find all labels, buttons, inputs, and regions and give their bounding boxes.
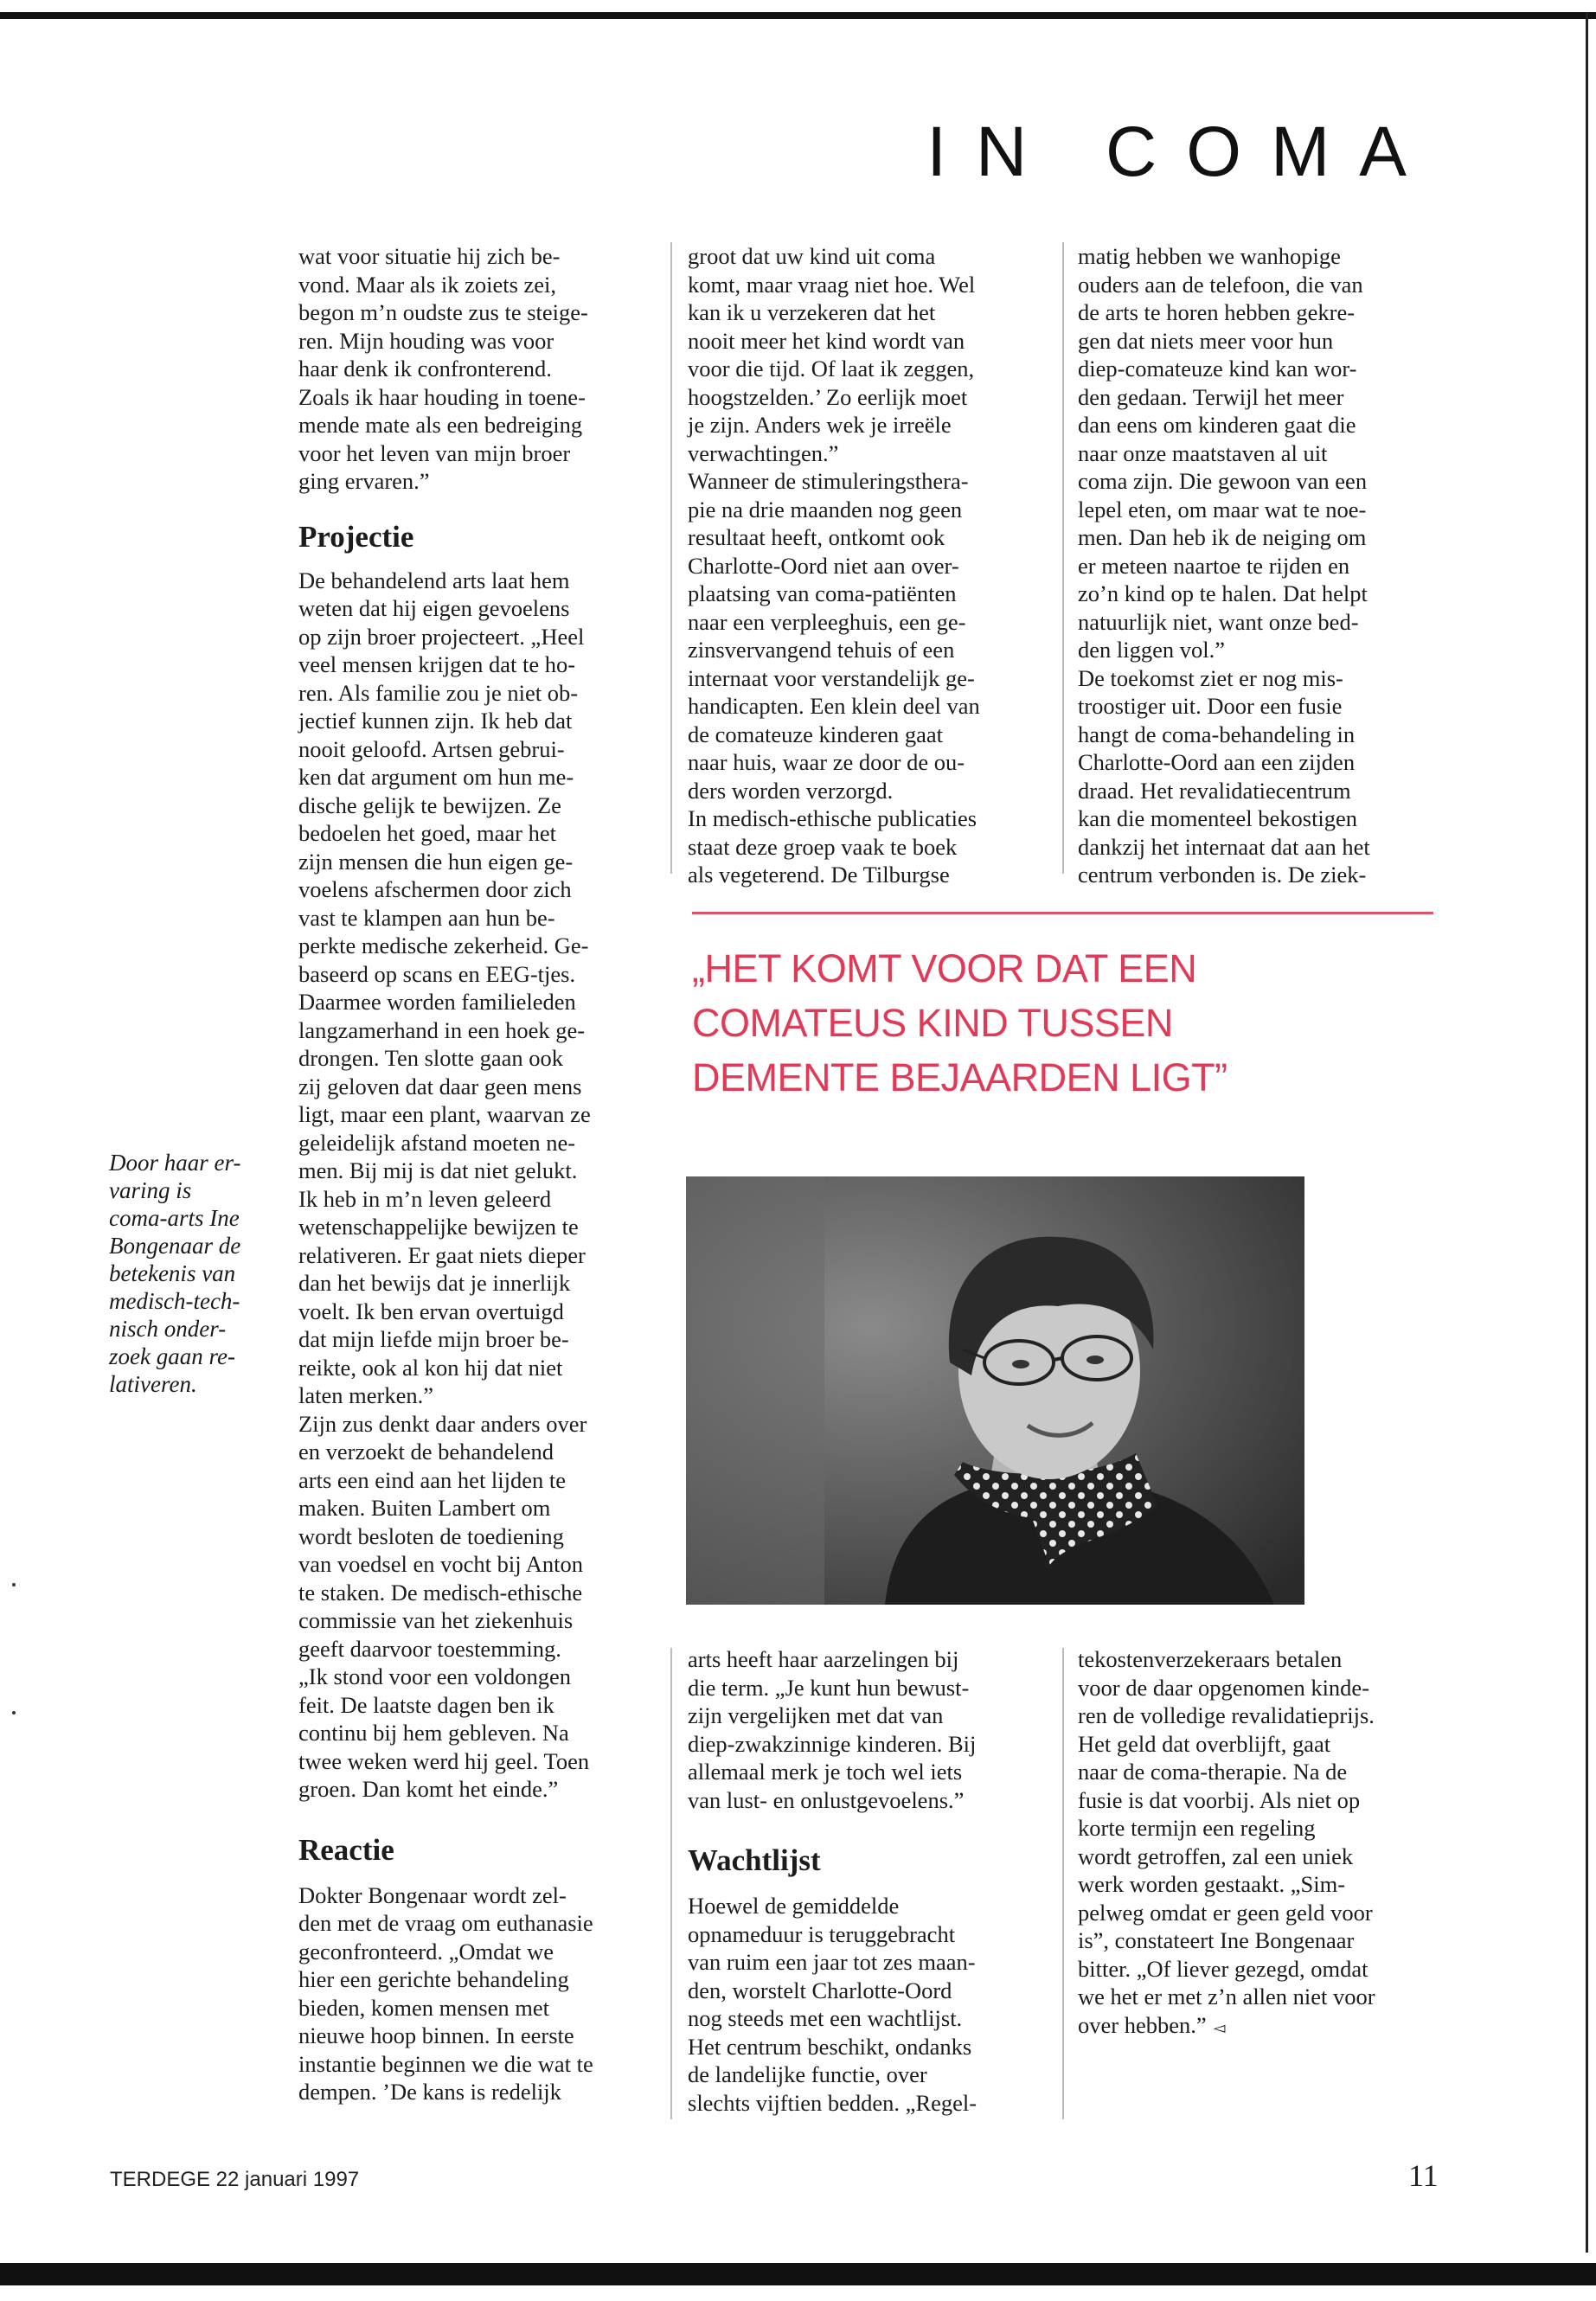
text-line: Door haar er-	[109, 1150, 241, 1176]
right-border	[1586, 12, 1588, 2253]
text-line: op zijn broer projecteert. „Heel	[298, 623, 585, 650]
text-line: ouders aan de telefoon, die van	[1078, 271, 1363, 298]
col1-projectie	[298, 567, 662, 1804]
text-line: dankzij het internaat dat aan het	[1078, 833, 1370, 860]
text-line: commissie van het ziekenhuis	[298, 1607, 574, 1633]
text-line: coma zijn. Die gewoon van een	[1078, 468, 1368, 494]
text-line: DEMENTE BEJAARDEN LIGT”	[692, 1055, 1227, 1099]
text-line: drongen. Ten slotte gaan ook	[298, 1045, 564, 1071]
text-line: voor die tijd. Of laat ik zeggen,	[688, 356, 975, 381]
column-3-top	[1078, 242, 1441, 889]
text-line: coma-arts Ine	[109, 1205, 240, 1231]
text-line: die term. „Je kunt hun bewust-	[688, 1674, 970, 1701]
text-line: als vegeterend. De Tilburgse	[688, 862, 950, 888]
text-line: allemaal merk je toch wel iets	[688, 1759, 963, 1785]
text-line: geleidelijk afstand moeten ne-	[298, 1129, 576, 1156]
text-line: zo’n kind op te halen. Dat helpt	[1078, 580, 1368, 606]
text-line: troostiger uit. Door een fusie	[1078, 693, 1343, 719]
text-line: werk worden gestaakt. „Sim-	[1078, 1871, 1346, 1897]
text-line: zij geloven dat daar geen mens	[298, 1073, 582, 1099]
text-line: we het er met z’n allen niet voor	[1078, 1984, 1375, 2009]
text-line: de arts te horen hebben gekre-	[1078, 299, 1356, 325]
text-line: kan die momenteel bekostigen	[1078, 805, 1358, 831]
text-line: nieuwe hoop binnen. In eerste	[298, 2022, 574, 2048]
col3-top	[1078, 242, 1441, 889]
text-line: bedoelen het goed, maar het	[298, 820, 556, 846]
text-line: wordt getroffen, zal een uniek	[1078, 1843, 1354, 1869]
text-line: fusie is dat voorbij. Als niet op	[1078, 1786, 1361, 1813]
col2-wachtlijst	[688, 1892, 1051, 2117]
text-line: naar onze maatstaven al uit	[1078, 439, 1328, 466]
col3-bottom	[1078, 1645, 1441, 2041]
text-line: Charlotte-Oord niet aan over-	[688, 552, 959, 579]
pull-quote-rule	[692, 912, 1433, 914]
text-line: slechts vijftien bedden. „Regel-	[688, 2089, 977, 2116]
text-line: geconfronteerd. „Omdat we	[298, 1938, 554, 1965]
text-line: maken. Buiten Lambert om	[298, 1495, 551, 1521]
text-line: dat mijn liefde mijn broer be-	[298, 1326, 569, 1352]
text-line: zoek gaan re-	[109, 1343, 235, 1369]
text-line: groen. Dan komt het einde.”	[298, 1776, 559, 1802]
text-line: draad. Het revalidatiecentrum	[1078, 777, 1351, 804]
text-line: den, worstelt Charlotte-Oord	[688, 1977, 952, 2003]
text-line: centrum verbonden is. De ziek-	[1078, 862, 1367, 888]
text-line: voelens afschermen door zich	[298, 876, 572, 902]
text-line: instantie beginnen we die wat te	[298, 2050, 593, 2077]
text-line: vond. Maar als ik zoiets zei,	[298, 271, 557, 298]
heading-wachtlijst: Wachtlijst	[688, 1843, 821, 1877]
text-line: kan ik u verzekeren dat het	[688, 299, 936, 325]
text-line: is”, constateert Ine Bongenaar	[1078, 1927, 1355, 1953]
text-line: den liggen vol.”	[1078, 637, 1225, 663]
text-line: naar huis, waar ze door de ou-	[688, 749, 965, 775]
text-line: komt, maar vraag niet hoe. Wel	[688, 271, 976, 298]
text-line: den met de vraag om euthanasie	[298, 1910, 593, 1936]
text-line: wordt besloten de toediening	[298, 1522, 564, 1549]
text-line: diep-zwakzinnige kinderen. Bij	[688, 1730, 977, 1757]
text-line: van lust- en onlustgevoelens.”	[688, 1786, 965, 1813]
text-line: Zoals ik haar houding in toene-	[298, 383, 586, 410]
text-line: bieden, komen mensen met	[298, 1994, 549, 2021]
text-line: arts een eind aan het lijden te	[298, 1466, 567, 1493]
col2-top	[688, 242, 1051, 889]
text-line: zijn vergelijken met dat van	[688, 1702, 944, 1728]
text-line: van voedsel en vocht bij Anton	[298, 1551, 583, 1577]
text-line: medisch-tech-	[109, 1288, 240, 1314]
text-line: plaatsing van coma-patiënten	[688, 580, 957, 606]
text-line: relativeren. Er gaat niets dieper	[298, 1241, 586, 1268]
text-line: dempen. ’De kans is redelijk	[298, 2079, 561, 2105]
text-line: handicapten. Een klein deel van	[688, 693, 980, 719]
text-line: ging ervaren.”	[298, 468, 430, 494]
text-line: opnameduur is teruggebracht	[688, 1920, 956, 1947]
text-line: langzamerhand in een hoek ge-	[298, 1016, 586, 1043]
heading-projectie: Projectie	[298, 519, 414, 554]
text-line: tekostenverzekeraars betalen	[1078, 1646, 1343, 1672]
text-line: continu bij hem gebleven. Na	[298, 1720, 569, 1746]
text-line: den gedaan. Terwijl het meer	[1078, 383, 1344, 410]
text-line: men. Dan heb ik de neiging om	[1078, 524, 1367, 550]
text-line: nisch onder-	[109, 1316, 227, 1342]
portrait-photo	[686, 1176, 1304, 1605]
text-line: dan het bewijs dat je innerlijk	[298, 1270, 571, 1296]
pull-quote	[692, 941, 1436, 1105]
text-line: In medisch-ethische publicaties	[688, 805, 977, 831]
portrait-illustration	[686, 1176, 1304, 1605]
text-line: resultaat heeft, ontkomt ook	[688, 524, 945, 550]
column-rule-2	[1062, 242, 1064, 874]
col1-top	[298, 242, 662, 496]
text-line: „HET KOMT VOOR DAT EEN	[692, 946, 1197, 990]
text-line: van ruim een jaar tot zes maan-	[688, 1949, 976, 1975]
text-line: over hebben.” ◅	[1078, 2011, 1226, 2038]
text-line: De behandelend arts laat hem	[298, 567, 570, 593]
text-line: mende mate als een bedreiging	[298, 412, 583, 438]
text-line: laten merken.”	[298, 1382, 433, 1408]
footer-publication: TERDEGE 22 januari 1997	[110, 2168, 360, 2191]
text-line: jectief kunnen zijn. Ik heb dat	[298, 708, 573, 734]
section-title: IN COMA	[926, 112, 1436, 191]
text-line: er meteen naartoe te rijden en	[1078, 552, 1350, 579]
text-line: betekenis van	[109, 1260, 236, 1286]
text-line: wat voor situatie hij zich be-	[298, 243, 561, 269]
text-line: lepel eten, om maar wat te noe-	[1078, 496, 1367, 522]
text-line: varing is	[109, 1177, 192, 1203]
text-line: twee weken werd hij geel. Toen	[298, 1747, 590, 1774]
text-line: natuurlijk niet, want onze bed-	[1078, 608, 1359, 635]
end-mark-icon: ◅	[1213, 2018, 1226, 2036]
text-line: naar een verpleeghuis, een ge-	[688, 608, 966, 635]
text-line: „Ik stond voor een voldongen	[298, 1663, 571, 1689]
top-border	[0, 12, 1596, 19]
text-line: arts heeft haar aarzelingen bij	[688, 1646, 959, 1672]
text-line: hangt de coma-behandeling in	[1078, 721, 1356, 747]
text-line: Zijn zus denkt daar anders over	[298, 1410, 587, 1437]
text-line: Charlotte-Oord aan een zijden	[1078, 749, 1356, 775]
text-line: zijn mensen die hun eigen ge-	[298, 848, 574, 875]
text-line: begon m’n oudste zus te steige-	[298, 299, 588, 325]
text-line: haar denk ik confronterend.	[298, 356, 552, 381]
text-line: Het geld dat overblijft, gaat	[1078, 1730, 1331, 1757]
text-line: ligt, maar een plant, waarvan ze	[298, 1101, 591, 1127]
text-line: veel mensen krijgen dat te ho-	[298, 651, 576, 677]
heading-reactie: Reactie	[298, 1832, 394, 1867]
col2-bottom	[688, 1645, 1051, 1814]
text-line: te staken. De medisch-ethische	[298, 1579, 583, 1606]
text-line: geeft daarvoor toestemming.	[298, 1635, 561, 1662]
text-line: groot dat uw kind uit coma	[688, 243, 936, 269]
text-line: internaat voor verstandelijk ge-	[688, 664, 975, 691]
text-line: hier een gerichte behandeling	[298, 1966, 569, 1992]
text-line: zinsvervangend tehuis of een	[688, 637, 955, 663]
text-line: ren. Als familie zou je niet ob-	[298, 679, 579, 706]
margin-mark	[12, 1711, 16, 1715]
text-line: nooit geloofd. Artsen gebrui-	[298, 735, 565, 762]
text-line: de comateuze kinderen gaat	[688, 721, 944, 747]
text-line: De toekomst ziet er nog mis-	[1078, 664, 1343, 691]
text-line: voelt. Ik ben ervan overtuigd	[298, 1298, 564, 1324]
text-line: dan eens om kinderen gaat die	[1078, 412, 1356, 438]
text-line: feit. De laatste dagen ben ik	[298, 1691, 554, 1718]
text-line: baseerd op scans en EEG-tjes.	[298, 960, 576, 987]
text-line: de landelijke functie, over	[688, 2061, 927, 2087]
photo-caption	[109, 1149, 273, 1398]
text-line: korte termijn een regeling	[1078, 1815, 1316, 1841]
column-2-top	[688, 242, 1051, 889]
column-rule-4	[1062, 1648, 1064, 2119]
text-line: ren. Mijn houding was voor	[298, 327, 554, 354]
text-line: naar de coma-therapie. Na de	[1078, 1759, 1348, 1785]
text-line: Het centrum beschikt, ondanks	[688, 2033, 972, 2060]
text-line: Bongenaar de	[109, 1233, 241, 1259]
text-line: staat deze groep vaak te boek	[688, 833, 958, 860]
col1-reactie	[298, 1881, 662, 2106]
text-line: dische gelijk te bewijzen. Ze	[298, 792, 561, 818]
text-line: diep-comateuze kind kan wor-	[1078, 356, 1357, 381]
text-line: COMATEUS KIND TUSSEN	[692, 1001, 1173, 1045]
text-line: hoogstzelden.’ Zo eerlijk moet	[688, 383, 968, 410]
text-line: voor het leven van mijn broer	[298, 439, 571, 466]
column-rule-1	[670, 242, 672, 874]
text-line: men. Bij mij is dat niet gelukt.	[298, 1157, 578, 1183]
text-line: pie na drie maanden nog geen	[688, 496, 963, 522]
column-rule-3	[670, 1648, 672, 2119]
text-line: Hoewel de gemiddelde	[688, 1893, 900, 1919]
text-line: reikte, ook al kon hij dat niet	[298, 1354, 563, 1381]
column-2-bottom	[688, 1645, 1051, 2117]
column-1	[298, 242, 662, 2106]
text-line: matig hebben we wanhopige	[1078, 243, 1341, 269]
text-line: vast te klampen aan hun be-	[298, 904, 555, 931]
text-line: Daarmee worden familieleden	[298, 989, 576, 1015]
text-line: verwachtingen.”	[688, 439, 839, 466]
text-line: weten dat hij eigen gevoelens	[298, 595, 570, 621]
text-line: gen dat niets meer voor hun	[1078, 327, 1334, 354]
page-number: 11	[1408, 2158, 1439, 2193]
margin-mark	[12, 1583, 16, 1586]
text-line: perkte medische zekerheid. Ge-	[298, 933, 589, 958]
column-3-bottom	[1078, 1645, 1441, 2041]
text-line: ren de volledige revalidatieprijs.	[1078, 1702, 1375, 1728]
text-line: Wanneer de stimuleringsthera-	[688, 468, 969, 494]
text-line: je zijn. Anders wek je irreële	[688, 412, 952, 438]
text-line: ders worden verzorgd.	[688, 777, 894, 804]
text-line: en verzoekt de behandelend	[298, 1439, 554, 1465]
text-line: lativeren.	[109, 1371, 197, 1397]
text-line: Dokter Bongenaar wordt zel-	[298, 1881, 567, 1908]
text-line: wetenschappelijke bewijzen te	[298, 1214, 579, 1240]
bottom-border	[0, 2263, 1596, 2285]
text-line: voor de daar opgenomen kinde-	[1078, 1674, 1370, 1701]
text-line: pelweg omdat er geen geld voor	[1078, 1899, 1373, 1926]
text-line: Ik heb in m’n leven geleerd	[298, 1185, 552, 1212]
text-line: ken dat argument om hun me-	[298, 764, 574, 790]
text-line: nooit meer het kind wordt van	[688, 327, 965, 354]
text-line: bitter. „Of liever gezegd, omdat	[1078, 1955, 1368, 1982]
text-line: nog steeds met een wachtlijst.	[688, 2005, 963, 2031]
